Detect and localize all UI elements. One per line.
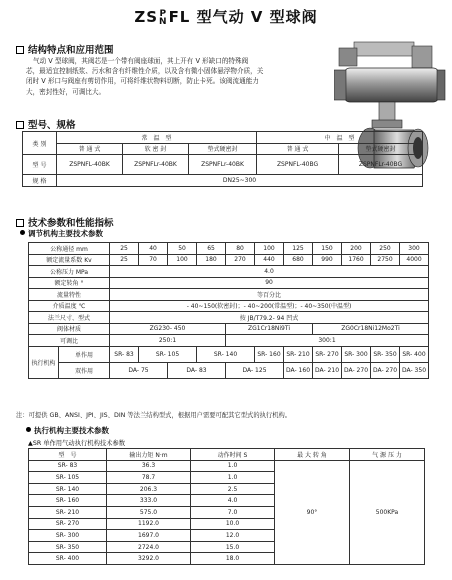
section-box-icon	[16, 121, 24, 129]
actuator-single-cell: SR- 270	[313, 346, 342, 362]
actuator-cell: 206.3	[107, 483, 191, 495]
model-variant: 普 通 式	[57, 143, 123, 155]
row-label: 公称通径 mm	[29, 243, 110, 255]
air-pressure-cell: 500KPa	[350, 460, 425, 564]
actuator-cell: 18.0	[191, 553, 275, 565]
actuator-double-cell: DA- 350	[400, 362, 429, 378]
model-table	[22, 131, 423, 187]
kv-cell: 1760	[342, 254, 371, 266]
actuator-cell: SR- 300	[29, 530, 107, 542]
max-angle-cell: 90°	[275, 460, 350, 564]
bullet-icon	[26, 427, 31, 432]
actuator-double-cell: DA- 210	[313, 362, 342, 378]
actuator-single-cell: SR- 300	[342, 346, 371, 362]
actuator-header-cell: 型 号	[29, 449, 107, 461]
model-variant: 普 通 式	[257, 143, 339, 155]
kv-cell: 270	[226, 254, 255, 266]
model-code: ZSPNFLr-40BG	[339, 155, 423, 175]
actuator-cell: SR- 160	[29, 495, 107, 507]
spec-value: DN25~300	[57, 175, 423, 187]
kv-cell: 440	[255, 254, 284, 266]
actuator-cell: 1.0	[191, 460, 275, 472]
kv-cell: 2750	[371, 254, 400, 266]
dn-cell: 40	[139, 243, 168, 255]
section-models-heading: 型号、规格	[16, 117, 76, 131]
actuator-single-cell: SR- 105	[139, 346, 197, 362]
actuator-single-cell: SR- 400	[400, 346, 429, 362]
actuator-header-cell: 最 大 转 角	[275, 449, 350, 461]
actuator-cell: 15.0	[191, 541, 275, 553]
actuator-heading: 执行机构主要技术参数	[26, 425, 109, 436]
actuator-single-cell: SR- 350	[371, 346, 400, 362]
row-label: 可调比	[29, 335, 110, 347]
actuator-cell: SR- 210	[29, 506, 107, 518]
section-features-heading: 结构特点和应用范围	[16, 42, 114, 56]
actuator-cell: 10.0	[191, 518, 275, 530]
model-code: ZSPNFL-40BK	[57, 155, 123, 175]
actuator-cell: 575.0	[107, 506, 191, 518]
actuator-cell: 12.0	[191, 530, 275, 542]
ratio-cell: 250:1	[110, 335, 226, 347]
actuator-header-cell: 气 源 压 力	[350, 449, 425, 461]
row-value: 等百分比	[110, 289, 429, 301]
actuator-cell: 1697.0	[107, 530, 191, 542]
kv-cell: 990	[313, 254, 342, 266]
actuator-single-cell: SR- 160	[255, 346, 284, 362]
actuator-single-cell: SR- 210	[284, 346, 313, 362]
regulator-heading: 调节机构主要技术参数	[20, 228, 103, 239]
dn-cell: 100	[255, 243, 284, 255]
row-label: 公称压力 MPa	[29, 266, 110, 278]
actuator-cell: 3292.0	[107, 553, 191, 565]
row-label: 双作用	[59, 362, 110, 378]
note-text: 注：可提供 GB、ANSI、JPI、JIS、DIN 等法兰结构型式，根据用户需要可配其它型式的执行机构。	[16, 412, 292, 419]
model-normal-header: 常 温 型	[57, 132, 257, 144]
actuator-cell: 2724.0	[107, 541, 191, 553]
dn-cell: 25	[110, 243, 139, 255]
bullet-icon	[20, 230, 25, 235]
row-label: 额定流量系数 Kv	[29, 254, 110, 266]
actuator-double-cell: DA- 270	[342, 362, 371, 378]
row-label: 法兰尺寸、型式	[29, 312, 110, 324]
actuator-cell: 1.0	[191, 472, 275, 484]
model-code: ZSPNFLr-40BK	[189, 155, 257, 175]
model-medium-header: 中 温 型	[257, 132, 423, 144]
row-label: 介质温度 ℃	[29, 300, 110, 312]
section-tech-heading: 技术参数和性能指标	[16, 215, 114, 229]
actuator-double-cell: DA- 125	[226, 362, 284, 378]
material-cell: ZG1Cr18Ni9Ti	[226, 323, 313, 335]
dn-cell: 80	[226, 243, 255, 255]
actuator-cell: SR- 350	[29, 541, 107, 553]
actuator-double-cell: DA- 83	[168, 362, 226, 378]
actuator-subheading: ▲SR 单作用气动执行机构技术参数	[28, 440, 126, 447]
kv-cell: 4000	[400, 254, 429, 266]
actuator-cell: 2.5	[191, 483, 275, 495]
actuator-cell: 78.7	[107, 472, 191, 484]
model-variant: 软 密 封	[123, 143, 189, 155]
actuator-single-cell: SR- 140	[197, 346, 255, 362]
dn-cell: 150	[313, 243, 342, 255]
kv-cell: 180	[197, 254, 226, 266]
kv-cell: 680	[284, 254, 313, 266]
actuator-table	[28, 448, 425, 565]
actuator-cell: 7.0	[191, 506, 275, 518]
actuator-single-cell: SR- 83	[110, 346, 139, 362]
dn-cell: 250	[371, 243, 400, 255]
regulator-table	[28, 242, 429, 379]
model-variant: 垫式硬密封	[189, 143, 257, 155]
row-label: 阀体材质	[29, 323, 110, 335]
title-pn: P N	[159, 8, 168, 27]
kv-cell: 25	[110, 254, 139, 266]
page-title: ZSP NFL 型气动 V 型球阀	[134, 8, 318, 27]
actuator-cell: 36.3	[107, 460, 191, 472]
row-value: 90	[110, 277, 429, 289]
kv-cell: 70	[139, 254, 168, 266]
row-label: 执行机构	[29, 346, 59, 378]
actuator-header-cell: 动作时间 S	[191, 449, 275, 461]
ratio-cell: 300:1	[226, 335, 429, 347]
model-category-label: 类 别	[23, 132, 57, 155]
dn-cell: 200	[342, 243, 371, 255]
row-label: 额定转角 °	[29, 277, 110, 289]
actuator-cell: SR- 400	[29, 553, 107, 565]
dn-cell: 125	[284, 243, 313, 255]
material-cell: ZG0Cr18Ni12Mo2Ti	[313, 323, 429, 335]
actuator-cell: SR- 105	[29, 472, 107, 484]
material-cell: ZG230- 450	[110, 323, 226, 335]
actuator-double-cell: DA- 75	[110, 362, 168, 378]
actuator-cell: SR- 270	[29, 518, 107, 530]
dn-cell: 65	[197, 243, 226, 255]
row-label: 单作用	[59, 346, 110, 362]
kv-cell: 100	[168, 254, 197, 266]
row-value: 按 JB/T79.2- 94 凹式	[110, 312, 429, 324]
spec-row-label: 规 格	[23, 175, 57, 187]
actuator-double-cell: DA- 270	[371, 362, 400, 378]
row-value: 4.0	[110, 266, 429, 278]
actuator-double-cell: DA- 160	[284, 362, 313, 378]
model-variant: 垫式硬密封	[339, 143, 423, 155]
row-value: - 40~150(软密封)；- 40~200(常温型)；- 40~350(中温型)	[110, 300, 429, 312]
actuator-cell: SR- 140	[29, 483, 107, 495]
actuator-cell: 333.0	[107, 495, 191, 507]
actuator-header-cell: 输出力矩 N·m	[107, 449, 191, 461]
section-box-icon	[16, 46, 24, 54]
model-code: ZSPNFL-40BG	[257, 155, 339, 175]
features-paragraph: 气动 V 型球阀，其阀芯是一个带有阀座球面，其上开有 V 形缺口的特殊阀 芯，最适宜控制纸浆、污水和含有纤维性介质，以及含有微小固体悬浮物介质，关 闭时 V 形口与阀座有剪切作用，可将纤维状物料切断，防止卡死。该阀流通能力 大，密封性好，可调比大。	[26, 57, 264, 96]
row-label: 流量特性	[29, 289, 110, 301]
actuator-cell: 4.0	[191, 495, 275, 507]
section-box-icon	[16, 219, 24, 227]
actuator-cell: SR- 83	[29, 460, 107, 472]
dn-cell: 50	[168, 243, 197, 255]
model-row-label: 型 号	[23, 155, 57, 175]
dn-cell: 300	[400, 243, 429, 255]
actuator-cell: 1192.0	[107, 518, 191, 530]
model-code: ZSPNFLr-40BK	[123, 155, 189, 175]
